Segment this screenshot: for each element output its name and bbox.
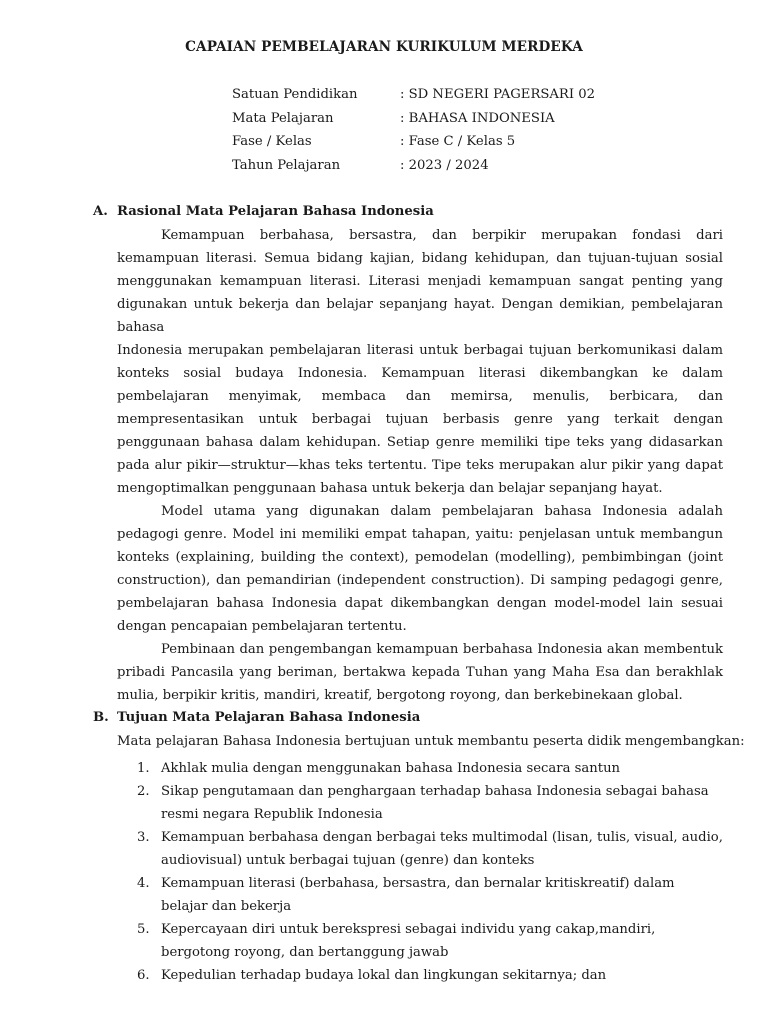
goals-list: [117, 757, 723, 987]
info-row: [232, 87, 595, 111]
list-item-number: 3.: [137, 830, 150, 845]
info-table: [232, 87, 595, 181]
info-label: Fase / Kelas: [232, 134, 312, 149]
section-a-paragraph-1b: Indonesia merupakan pembelajaran literasi untuk berbagai tujuan berkomunikasi dalam konteks sosial budaya Indonesia. Kemampuan literasi dikembangkan ke dalam pembelajaran menyimak, membaca dan memirsa, menulis, berbicara, dan mempresentasikan untuk berbagai tujuan berbasis genre yang terkait dengan penggunaan bahasa dalam kehidupan. Setiap genre memiliki tipe teks yang didasarkan pada alur pikir—struktur—khas teks tertentu. Tipe teks merupakan alur pikir yang dapat mengoptimalkan penggunaan bahasa untuk bekerja dan belajar sepanjang hayat.: [117, 343, 723, 496]
section-a-title: Rasional Mata Pelajaran Bahasa Indonesia: [117, 204, 434, 219]
info-label: Tahun Pelajaran: [232, 157, 341, 173]
section-a-paragraph-2: Model utama yang digunakan dalam pembelajaran bahasa Indonesia adalah pedagogi genre. Model ini memiliki empat tahapan, yaitu: penjelasan untuk membangun konteks (explaining, building the context), pemodelan (modelling), pembimbingan (joint construction), dan pemandirian (independent construction). Di samping pedagogi genre, pembelajaran bahasa Indonesia dapat dikembangkan dengan model-model lain sesuai dengan pencapaian pembelajaran tertentu.: [117, 504, 723, 634]
info-label: Satuan Pendidikan: [232, 87, 358, 102]
section-b-heading: [93, 710, 420, 725]
list-item-number: 5.: [137, 922, 150, 937]
section-a-letter: A.: [93, 204, 108, 219]
section-a-body: [117, 224, 723, 707]
section-b-letter: B.: [93, 710, 109, 725]
info-row: [232, 158, 595, 182]
section-a-paragraph-1: Kemampuan berbahasa, bersastra, dan berpikir merupakan fondasi dari kemampuan literasi. Semua bidang kajian, bidang kehidupan, dan tujuan-tujuan sosial menggunakan kemampuan literasi. Literasi menjadi kemampuan sangat penting yang digunakan untuk bekerja dan belajar sepanjang hayat. Dengan demikian, pembelajaran bahasa: [117, 228, 723, 335]
list-item: [117, 918, 723, 964]
info-value: : 2023 / 2024: [400, 157, 489, 173]
list-item-text: Kemampuan berbahasa dengan berbagai teks multimodal (lisan, tulis, visual, audio, audiovisual) untuk berbagai tujuan (genre) dan konteks: [161, 830, 723, 868]
info-value: : BAHASA INDONESIA: [400, 110, 555, 126]
list-item-text: Akhlak mulia dengan menggunakan bahasa Indonesia secara santun: [161, 761, 621, 776]
info-value: : SD NEGERI PAGERSARI 02: [400, 87, 596, 102]
list-item-text: Kepercayaan diri untuk berekspresi sebagai individu yang cakap,mandiri, bergotong royong, dan bertanggung jawab: [161, 922, 656, 960]
info-value: : Fase C / Kelas 5: [400, 134, 516, 149]
info-label: Mata Pelajaran: [232, 110, 334, 126]
section-b-intro: Mata pelajaran Bahasa Indonesia bertujuan untuk membantu peserta didik mengembangkan:: [117, 734, 745, 749]
list-item-text: Kepedulian terhadap budaya lokal dan lingkungan sekitarnya; dan: [161, 968, 607, 983]
list-item-number: 6.: [137, 968, 150, 983]
list-item-text: Kemampuan literasi (berbahasa, bersastra, dan bernalar kritiskreatif) dalam belajar dan bekerja: [161, 876, 675, 914]
list-item-number: 4.: [137, 876, 150, 891]
list-item: [117, 964, 723, 987]
section-b-title: Tujuan Mata Pelajaran Bahasa Indonesia: [117, 710, 421, 725]
list-item: [117, 757, 723, 780]
list-item-text: Sikap pengutamaan dan penghargaan terhadap bahasa Indonesia sebagai bahasa resmi negara Republik Indonesia: [161, 784, 709, 822]
document-title: CAPAIAN PEMBELAJARAN KURIKULUM MERDEKA: [185, 39, 583, 55]
list-item: [117, 826, 723, 872]
section-a-paragraph-3: Pembinaan dan pengembangan kemampuan berbahasa Indonesia akan membentuk pribadi Pancasila yang beriman, bertakwa kepada Tuhan yang Maha Esa dan berakhlak mulia, berpikir kritis, mandiri, kreatif, bergotong royong, dan berkebinekaan global.: [117, 642, 723, 703]
list-item: [117, 780, 723, 826]
info-row: [232, 111, 595, 135]
section-a-heading: [93, 204, 434, 219]
list-item-number: 2.: [137, 784, 150, 799]
list-item: [117, 872, 723, 918]
list-item-number: 1.: [137, 761, 150, 776]
info-row: [232, 134, 595, 158]
